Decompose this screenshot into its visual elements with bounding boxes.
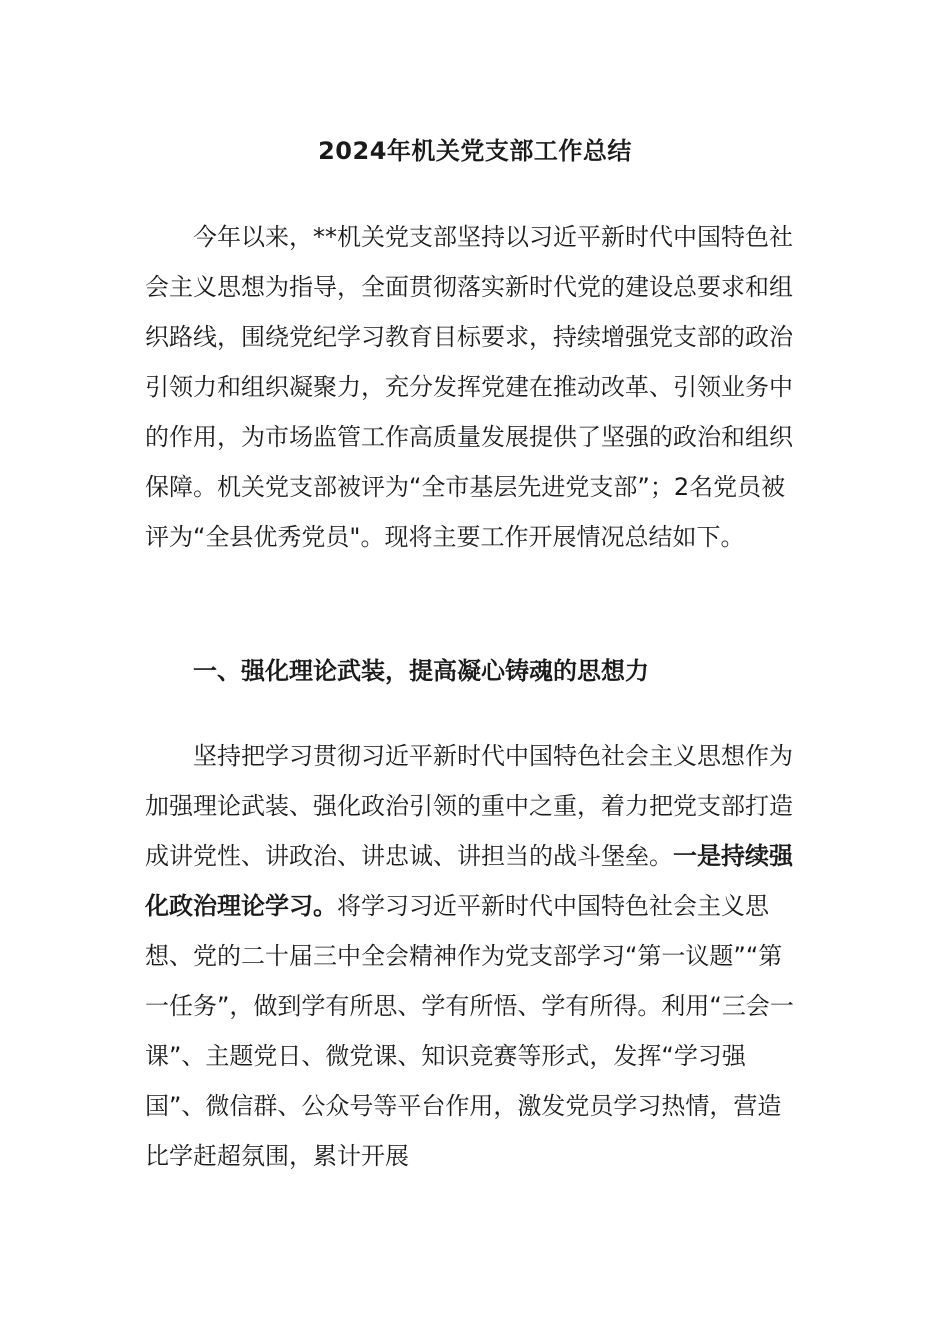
section-1-lead-text: 一是持续强化政治理论学习。 (145, 842, 793, 920)
section-1-paragraph (145, 731, 805, 1181)
section-1-intro-text: 坚持把学习贯彻习近平新时代中国特色社会主义思想作为加强理论武装、强化政治引领的重中之重，着力把党支部打造成讲党性、讲政治、讲忠诚、讲担当的战斗堡垒。 (145, 742, 793, 870)
intro-paragraph: 今年以来，**机关党支部坚持以习近平新时代中国特色社会主义思想为指导，全面贯彻落实新时代党的建设总要求和组织路线，围绕党纪学习教育目标要求，持续增强党支部的政治引领力和组织凝聚力，充分发挥党建在推动改革、引领业务中的作用，为市场监管工作高质量发展提供了坚强的政治和组织保障。机关党支部被评为“全市基层先进党支部”；2名党员被评为“全县优秀党员"。现将主要工作开展情况总结如下。 (145, 223, 793, 551)
document-title: 2024年机关党支部工作总结 (318, 137, 632, 165)
section-heading-1: 一、强化理论武装，提高凝心铸魂的思想力 (193, 657, 649, 685)
section-1-body-text: 将学习习近平新时代中国特色社会主义思想、党的二十届三中全会精神作为党支部学习“第一议题”“第一任务”，做到学有所思、学有所悟、学有所得。利用“三会一课”、主题党日、微党课、知识竞赛等形式，发挥“学习强国”、微信群、公众号等平台作用，激发党员学习热情，营造比学赶超氛围，累计开展 (145, 892, 794, 1170)
